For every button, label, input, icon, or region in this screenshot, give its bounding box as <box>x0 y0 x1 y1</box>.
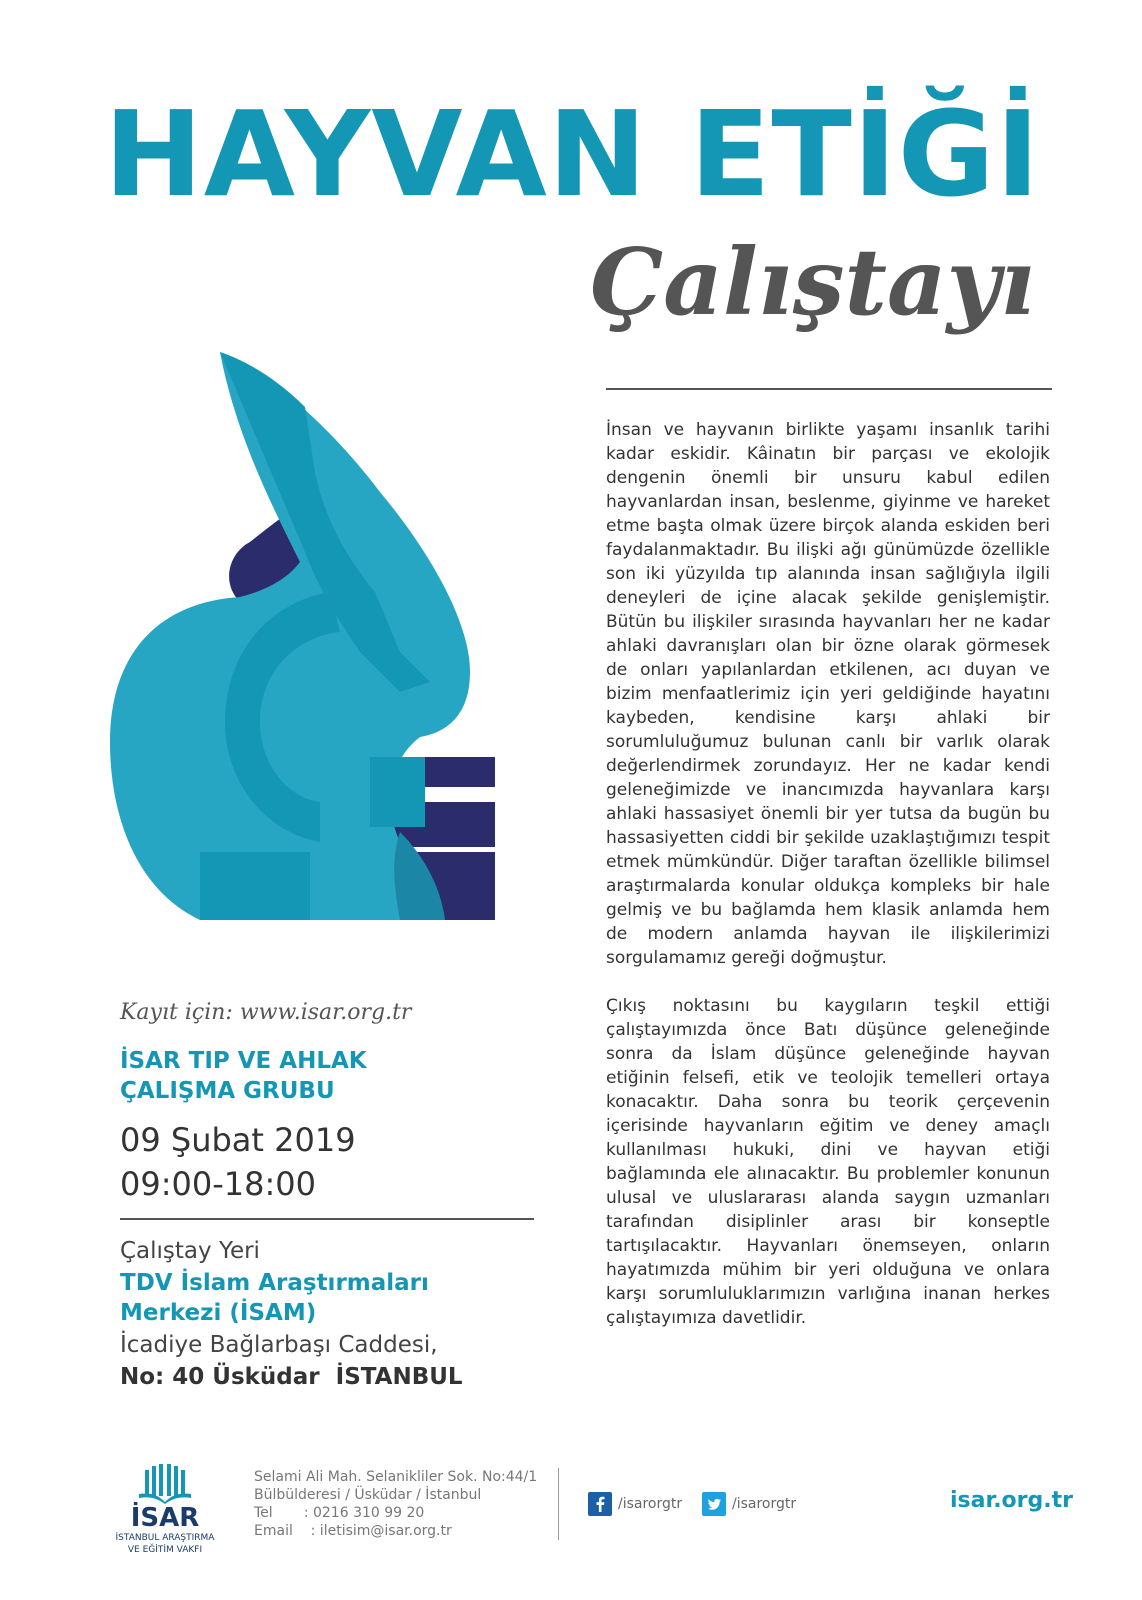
venue-address-line-2: No: 40 Üsküdar İSTANBUL <box>120 1364 463 1390</box>
twitter-icon <box>702 1492 726 1516</box>
poster-title: HAYVAN ETİĞİ <box>104 85 1041 223</box>
website-link[interactable]: isar.org.tr <box>950 1488 1073 1513</box>
middle-divider <box>120 1218 534 1220</box>
logo-subtitle-line-2: VE EĞİTİM VAKFI <box>127 1545 203 1555</box>
contact-email[interactable]: Email : iletisim@isar.org.tr <box>254 1523 452 1539</box>
logo-subtitle-line-1: İSTANBUL ARAŞTIRMA <box>115 1533 215 1543</box>
organizer-line-2: ÇALIŞMA GRUBU <box>120 1078 335 1104</box>
rabbit-illustration <box>100 352 520 952</box>
logo-name: İSAR <box>130 1503 200 1533</box>
description-text <box>606 418 1050 1354</box>
registration-info: Kayıt için: www.isar.org.tr <box>120 1000 412 1025</box>
venue-name-line-2: Merkezi (İSAM) <box>120 1300 317 1326</box>
contact-info <box>254 1468 537 1540</box>
organizer-group <box>120 1046 450 1106</box>
event-date: 09 Şubat 2019 <box>120 1121 356 1159</box>
description-paragraph-1: İnsan ve hayvanın birlikte yaşamı insanlık tarihi kadar eskidir. Kâinatın bir parçası ve ekolojik dengenin önemli bir unsuru kabul edilen hayvanlardan insan, beslenme, giyinme ve hareket etme başta olmak üzere birçok alanda eskiden beri faydalanmaktadır. Bu ilişki ağı günümüzde özellikle son iki yüzyılda tıp alanında insan sağlığıyla ilgili deneyleri de içine alacak şekilde genişlemiştir. Bütün bu ilişkiler sırasında hayvanları her ne kadar ahlaki davranışları olan bir özne olarak görmesek de onları yapılanlardan etkilenen, acı duyan ve bizim menfaatlerimiz için yeri geldiğinde hayatını kaybeden, kendisine karşı ahlaki bir sorumluluğumuz bulunan canlı bir varlık olarak değerlendirmek zorundayız. Her ne kadar kendi geleneğimizde ve inancımızda hayvanlara karşı ahlaki hassasiyet önemli bir yer tutsa da bugün bu hassasiyetten ciddi bir şekilde uzaklaştığımızı tespit etmek mümkündür. Diğer taraftan özellikle bilimsel araştırmalarda konular oldukça kompleks bir hale gelmiş ve bu bağlamda hem klasik anlamda hem de modern anlamda hayvan ile ilişkilerimizi sorgulamamız gereği doğmuştur. <box>606 420 1050 968</box>
venue-name <box>120 1268 520 1328</box>
venue-address-line-1: İcadiye Bağlarbaşı Caddesi, <box>120 1332 438 1358</box>
footer-divider <box>558 1468 559 1540</box>
poster-subtitle: Çalıştayı <box>590 228 1036 336</box>
event-time: 09:00-18:00 <box>120 1165 316 1203</box>
twitter-handle: /isarorgtr <box>732 1496 797 1512</box>
facebook-handle: /isarorgtr <box>618 1496 683 1512</box>
book-logo-icon <box>137 1464 193 1504</box>
organizer-line-1: İSAR TIP VE AHLAK <box>120 1048 367 1074</box>
contact-address-2: Bülbülderesi / Üsküdar / İstanbul <box>254 1487 482 1503</box>
facebook-link[interactable] <box>588 1492 682 1516</box>
contact-phone: Tel : 0216 310 99 20 <box>254 1505 425 1521</box>
facebook-icon <box>588 1492 612 1516</box>
venue-name-line-1: TDV İslam Araştırmaları <box>120 1270 429 1296</box>
venue-label: Çalıştay Yeri <box>120 1238 260 1264</box>
contact-address-1: Selami Ali Mah. Selanikliler Sok. No:44/1 <box>254 1469 538 1485</box>
twitter-link[interactable] <box>702 1492 796 1516</box>
isar-logo <box>100 1464 230 1564</box>
description-paragraph-2: Çıkış noktasını bu kaygıların teşkil ettiği çalıştayımızda önce Batı düşünce geleneğinde sonra da İslam düşünce geleneğinde hayvan etiğinin felsefi, etik ve teolojik temelleri ortaya konacaktır. Daha sonra bu teorik çerçevenin içerisinde hayvanların eğitim ve deney amaçlı kullanılması hukuki, dini ve hayvan etiği bağlamında ele alınacaktır. Bu problemler konunun ulusal ve uluslararası alanda saygın uzmanları tarafından disiplinler arası bir konseptle tartışılacaktır. Hayvanları önemseyen, onların hayatımızda mühim bir yeri olduğuna ve onlara karşı sorumluluklarımızın varlığına inanan herkes çalıştayımıza davetlidir. <box>606 996 1050 1328</box>
top-divider <box>606 388 1052 390</box>
